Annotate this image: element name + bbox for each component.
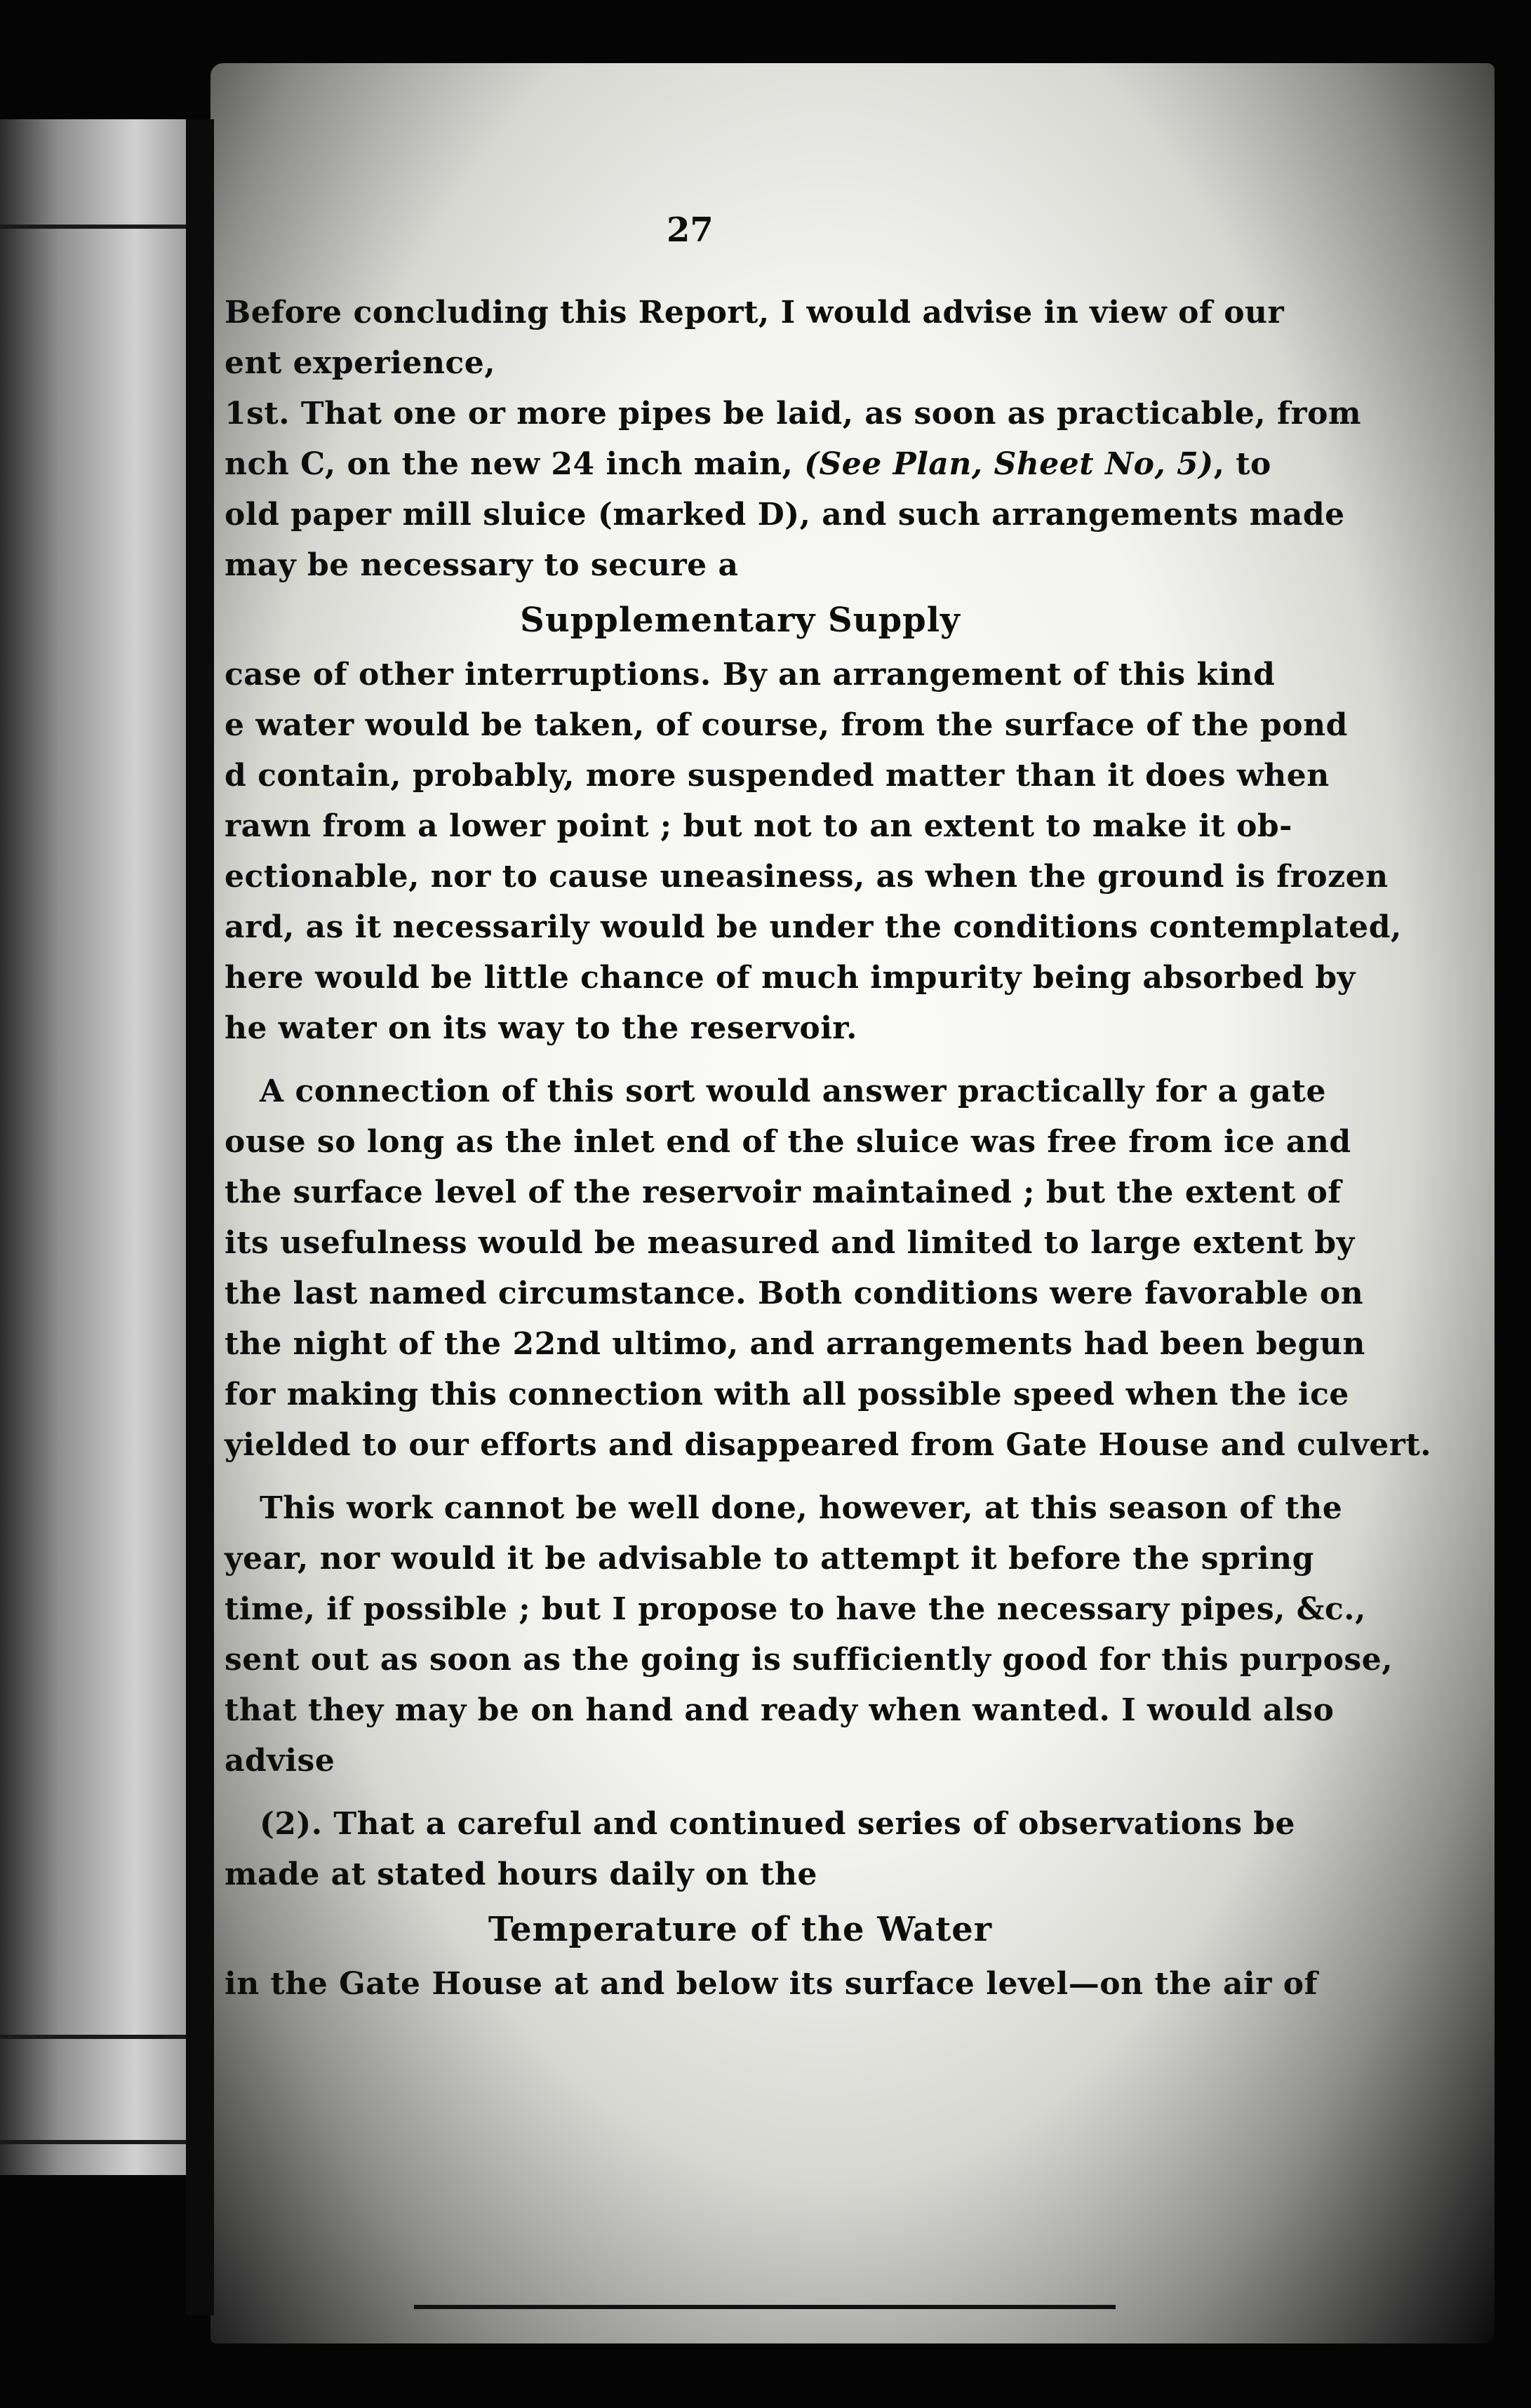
- text-line: ectionable, nor to cause uneasiness, as when the ground is frozen: [225, 859, 1389, 895]
- text-line: yielded to our efforts and disappeared from Gate House and culvert.: [225, 1427, 1432, 1463]
- paragraph-gap: [225, 1054, 1256, 1066]
- top-space: [225, 210, 1256, 288]
- text-line: ent experience,: [225, 345, 496, 381]
- plan-reference: (See Plan, Sheet No, 5): [804, 446, 1214, 482]
- text-line: [225, 439, 1271, 490]
- paragraph-gap: [225, 1471, 1256, 1483]
- text-line: the surface level of the reservoir maintained ; but the extent of: [225, 1175, 1342, 1210]
- section-heading-temperature-of-water: Temperature of the Water: [488, 1910, 993, 1949]
- text-line: ouse so long as the inlet end of the sluice was free from ice and: [225, 1124, 1351, 1160]
- text-line: made at stated hours daily on the: [225, 1857, 817, 1892]
- text-line: he water on its way to the reservoir.: [225, 1010, 857, 1046]
- text-line: (2). That a careful and continued series of observations be: [260, 1806, 1296, 1842]
- text-line: the night of the 22nd ultimo, and arrangements had been begun: [225, 1326, 1365, 1362]
- text-line: year, nor would it be advisable to attempt it before the spring: [225, 1541, 1314, 1577]
- text-line: sent out as soon as the going is sufficiently good for this purpose,: [225, 1642, 1393, 1678]
- text-line: the last named circumstance. Both conditions were favorable on: [225, 1276, 1364, 1311]
- text-line: rawn from a lower point ; but not to an extent to make it ob-: [225, 808, 1292, 844]
- facing-page-edge: [0, 119, 193, 2175]
- text-line-part: , to: [1213, 446, 1271, 482]
- text-line: for making this connection with all possible speed when the ice: [225, 1377, 1349, 1412]
- page-number: 27: [667, 210, 714, 250]
- text-line-part: 1st. That one or more pipes be laid, as soon as practicable, from: [225, 396, 1362, 432]
- text-line: old paper mill sluice (marked D), and such arrangements made: [225, 497, 1345, 533]
- text-line: A connection of this sort would answer practically for a gate: [260, 1073, 1326, 1109]
- text-line: its usefulness would be measured and limited to large extent by: [225, 1225, 1355, 1261]
- facing-page-line: [0, 2035, 193, 2039]
- body-text: [225, 210, 1432, 2009]
- binding-spine: [186, 119, 214, 2315]
- text-line: advise: [225, 1743, 335, 1779]
- facing-page-line: [0, 2140, 193, 2144]
- text-line: e water would be taken, of course, from the surface of the pond: [225, 707, 1348, 743]
- paragraph-gap: [225, 1786, 1256, 1799]
- text-line: in the Gate House at and below its surface level—on the air of: [225, 1966, 1318, 2002]
- text-line: time, if possible ; but I propose to have the necessary pipes, &c.,: [225, 1591, 1366, 1627]
- text-line: ard, as it necessarily would be under the conditions contemplated,: [225, 909, 1402, 945]
- text-line: case of other interruptions. By an arrangement of this kind: [225, 657, 1276, 693]
- section-heading-supplementary-supply: Supplementary Supply: [520, 601, 961, 640]
- text-line-part: nch C, on the new 24 inch main,: [225, 446, 805, 482]
- text-line: here would be little chance of much impurity being absorbed by: [225, 960, 1356, 996]
- text-line: d contain, probably, more suspended matter than it does when: [225, 758, 1330, 794]
- text-line: This work cannot be well done, however, at this season of the: [260, 1490, 1343, 1526]
- text-line: Before concluding this Report, I would advise in view of our: [225, 295, 1285, 330]
- text-line: that they may be on hand and ready when wanted. I would also: [225, 1692, 1335, 1728]
- bottom-edge-rule: [414, 2305, 1116, 2309]
- text-line: [225, 389, 1362, 439]
- text-line: may be necessary to secure a: [225, 547, 739, 583]
- facing-page-line: [0, 225, 193, 229]
